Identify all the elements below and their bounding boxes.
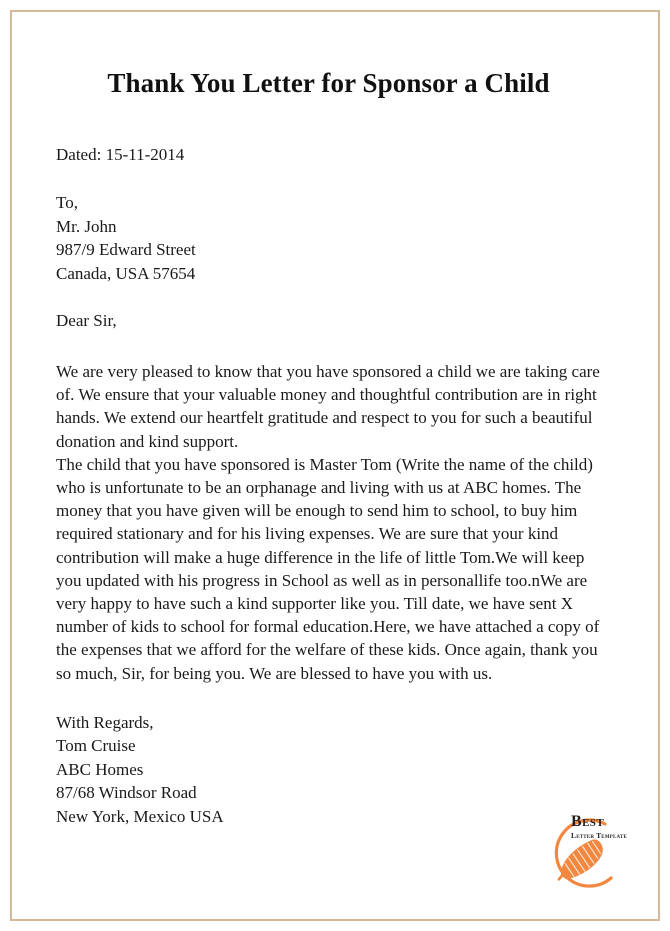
- recipient-name: Mr. John: [56, 216, 117, 236]
- dateline: Dated: 15-11-2014: [56, 145, 185, 165]
- recipient-street: 987/9 Edward Street: [56, 240, 196, 260]
- best-letter-template-logo: [533, 806, 637, 902]
- letter-body: [56, 360, 601, 685]
- recipient-city-line: Canada, USA 57654: [56, 263, 196, 283]
- closing-signature-block: [56, 711, 601, 829]
- closing-organization: ABC Homes: [56, 759, 144, 779]
- letter-content: [56, 0, 601, 828]
- logo-wordmark: [571, 814, 637, 841]
- body-paragraph: We are very pleased to know that you have sponsored a child we are taking care of. We ensure that your valuable money and thoughtful contribution are in right hands. We extend our heartfelt gratitude and respect to you for such a beautiful donation and kind support.: [56, 362, 600, 451]
- salutation: Dear Sir,: [56, 311, 117, 331]
- recipient-address-block: [56, 191, 601, 285]
- recipient-to-label: To,: [56, 193, 78, 213]
- page-title: Thank You Letter for Sponsor a Child: [107, 68, 550, 98]
- body-paragraph: The child that you have sponsored is Master Tom (Write the name of the child) who is unfortunate to be an orphanage and living with us at ABC homes. The money that you have given will be enough to send him to school, to buy him required stationary and for his living expenses. We are sure that your kind contribution will make a huge difference in the life of little Tom.We will keep you updated with his progress in School as well as in personallife too.nWe are very happy to have such a kind supporter like you. Till date, we have sent X number of kids to school for formal education.Here, we have attached a copy of the expenses that we afford for the welfare of these kids. Once again, thank you so much, Sir, for being you. We are blessed to have you with us.: [56, 454, 600, 683]
- closing-sender-name: Tom Cruise: [56, 736, 136, 756]
- logo-brand-text: Best: [571, 813, 605, 830]
- closing-city-line: New York, Mexico USA: [56, 806, 224, 826]
- closing-street: 87/68 Windsor Road: [56, 783, 197, 803]
- logo-tagline-text: Letter Template: [571, 831, 628, 840]
- closing-regards: With Regards,: [56, 712, 154, 732]
